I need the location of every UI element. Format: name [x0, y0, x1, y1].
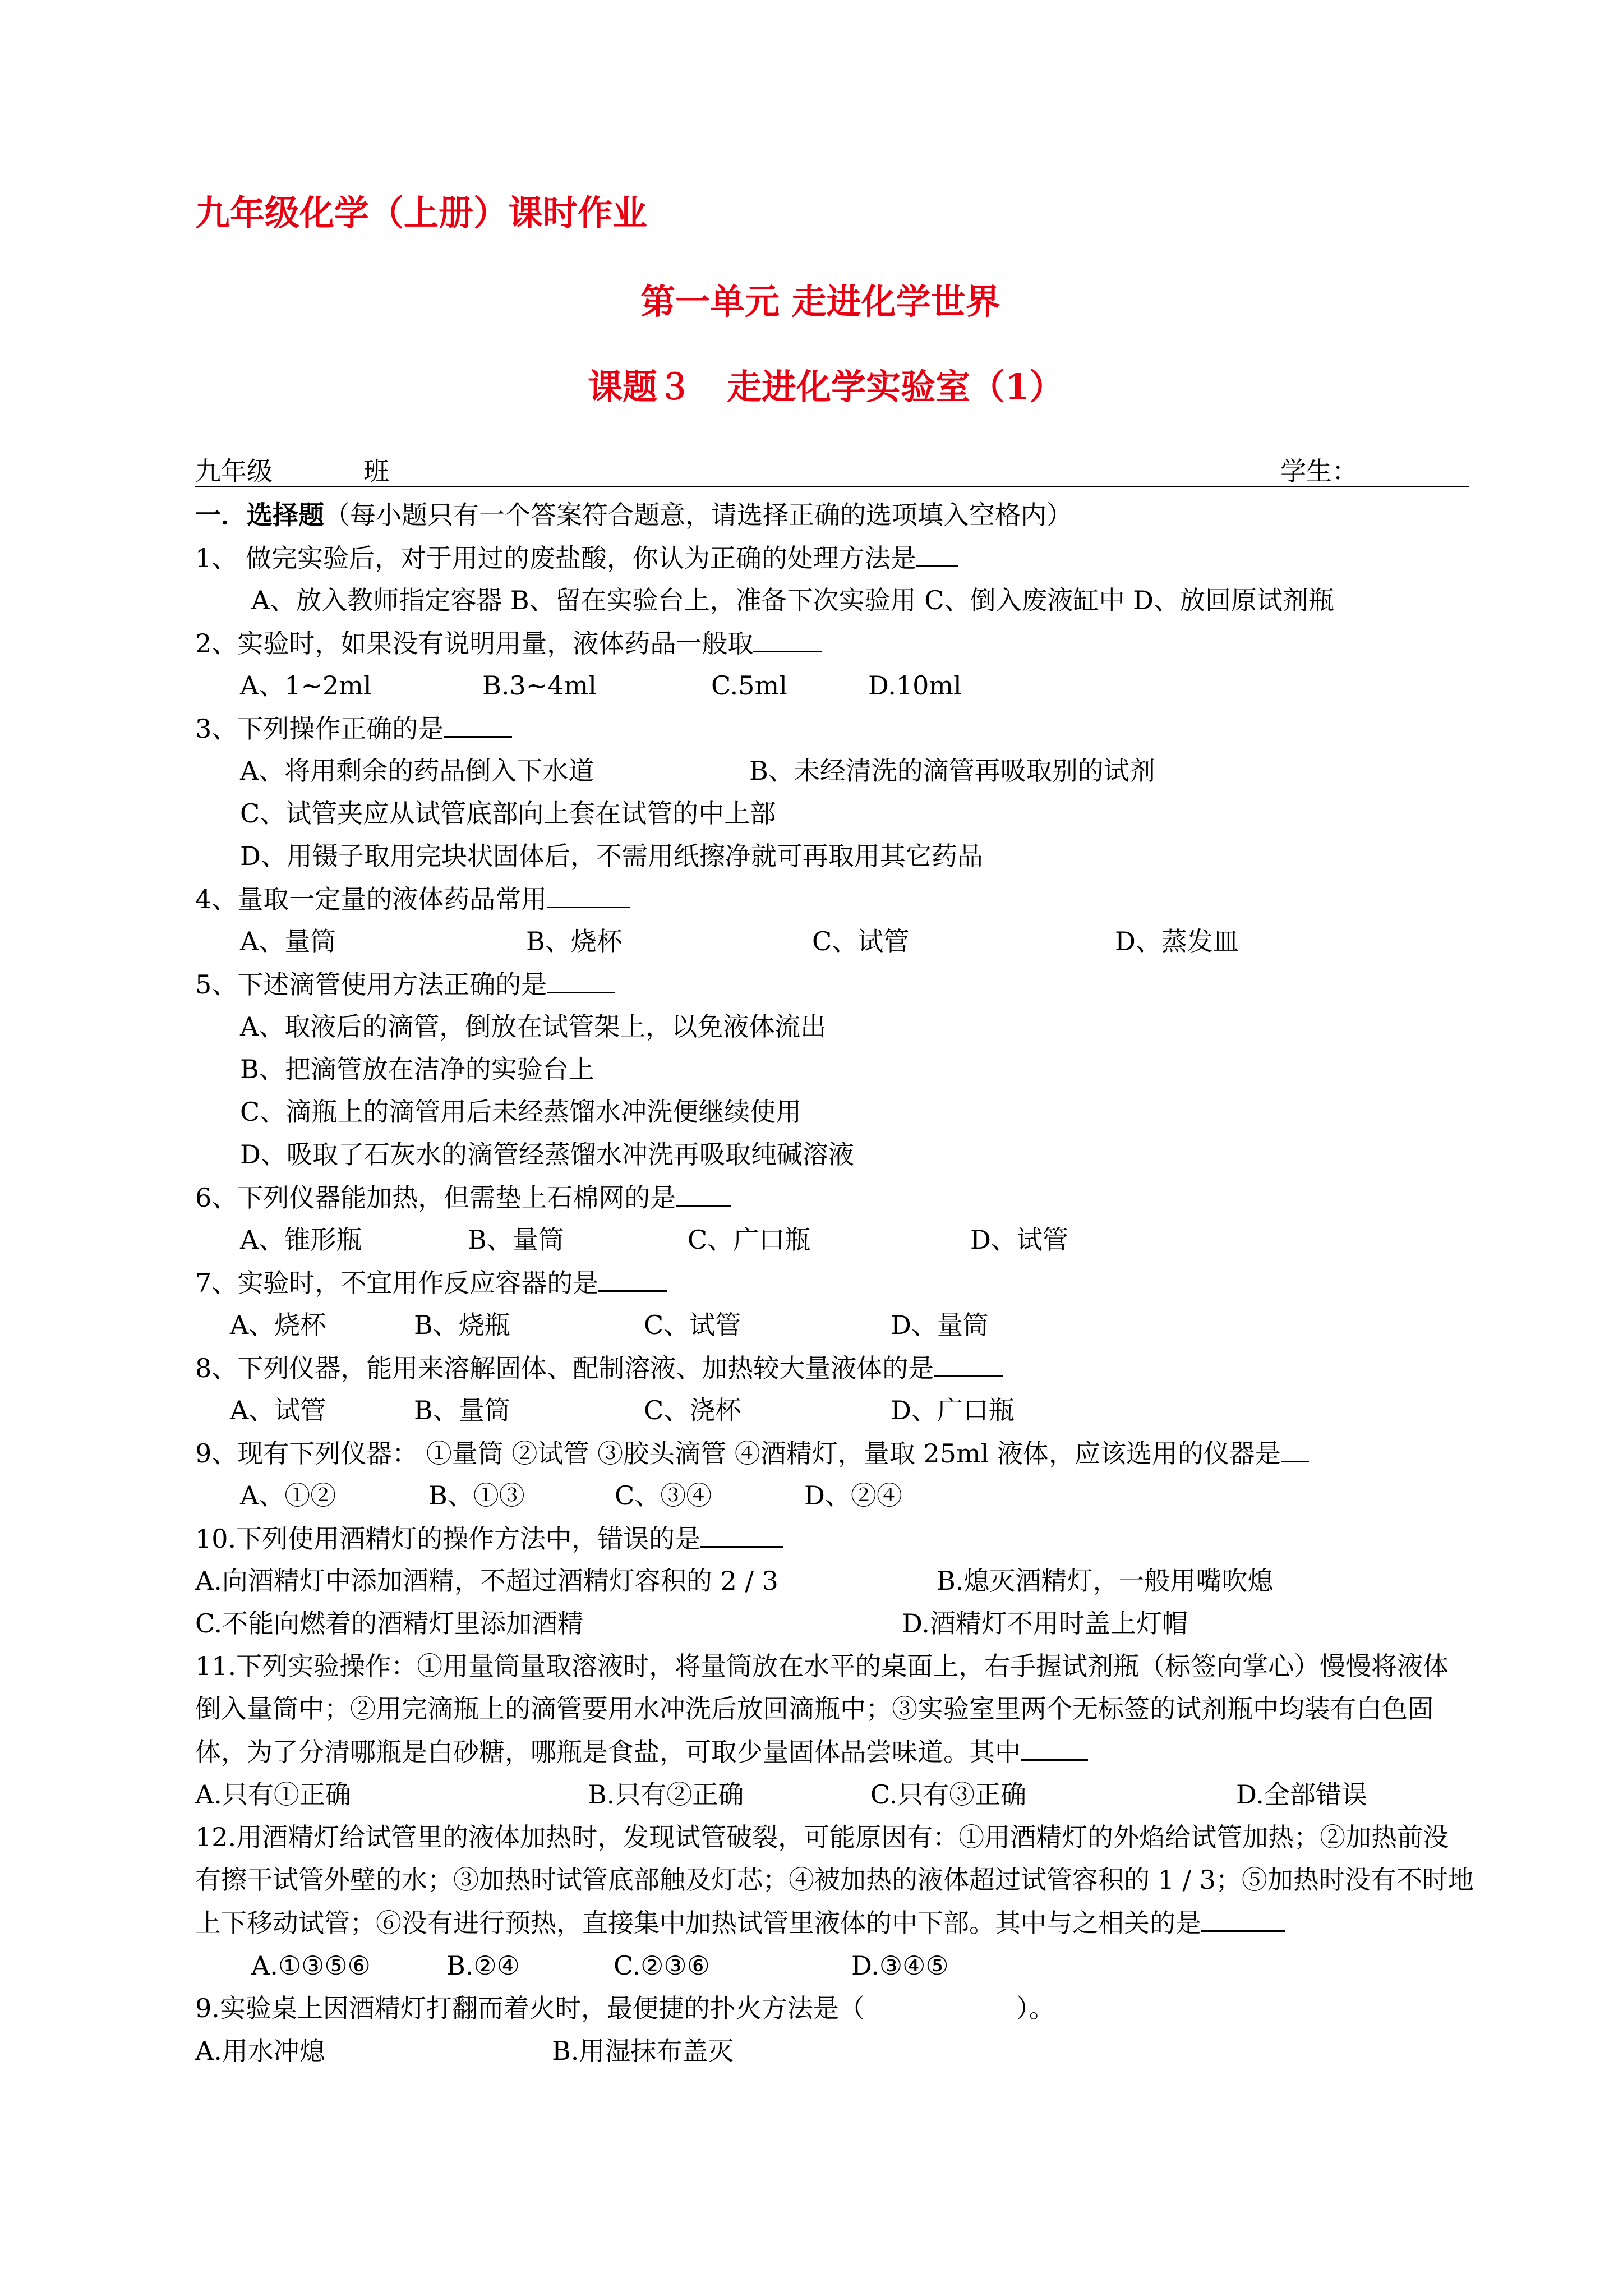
answer-blank[interactable] — [916, 536, 958, 567]
question-9-options — [195, 1474, 1474, 1517]
option-b: B、未经清洗的滴管再吸取别的试剂 — [749, 756, 1155, 786]
option-d: D.10ml — [868, 670, 962, 701]
answer-blank[interactable] — [676, 1176, 731, 1207]
question-stem: 3、下列操作正确的是 — [195, 714, 444, 744]
option-b: B.熄灭酒精灯，一般用嘴吹熄 — [937, 1566, 1274, 1596]
option-c: C.②③⑥ — [614, 1950, 710, 1981]
question-stem: 8、下列仪器，能用来溶解固体、配制溶液、加热较大量液体的是 — [195, 1353, 934, 1383]
option-c: C、浇杯 — [644, 1395, 741, 1425]
option-d: D、吸取了石灰水的滴管经蒸馏水冲洗再吸取纯碱溶液 — [240, 1139, 854, 1170]
question-2-options — [195, 664, 1474, 707]
option-c: C、试管 — [644, 1310, 741, 1340]
option-b: B.②④ — [446, 1950, 520, 1981]
option-a: A.向酒精灯中添加酒精，不超过酒精灯容积的 2 / 3 — [195, 1566, 778, 1596]
question-stem: 9.实验桌上因酒精灯打翻而着火时，最便捷的扑火方法是（ — [195, 1993, 865, 2023]
option-b: B、①③ — [428, 1480, 525, 1511]
option-d: D、用镊子取用完块状固体后，不需用纸擦净就可再取用其它药品 — [240, 841, 983, 871]
question-stem: 11.下列实验操作：①用量筒量取溶液时，将量筒放在水平的桌面上，右手握试剂瓶（标签向掌心）慢慢将液体倒入量筒中；②用完滴瓶上的滴管要用水冲洗后放回滴瓶中；③实验室里两个无标签的试剂瓶中均装有白色固体，为了分清哪瓶是白砂糖，哪瓶是食盐，可取少量固体品尝味道。其中 — [195, 1651, 1449, 1767]
question-13 — [195, 1987, 1474, 2030]
option-d: D、蒸发皿 — [1115, 926, 1239, 956]
option-c: C、广口瓶 — [688, 1225, 811, 1255]
option-a: A、将用剩余的药品倒入下水道 — [240, 756, 594, 786]
question-9 — [195, 1432, 1474, 1474]
option-b: B、烧杯 — [526, 926, 623, 956]
option-b: B.只有②正确 — [588, 1779, 744, 1810]
section-heading-note: （每小题只有一个答案符合题意，请选择正确的选项填入空格内） — [324, 500, 1072, 530]
section-heading — [195, 494, 1474, 536]
question-stem: 4、量取一定量的液体药品常用 — [195, 884, 547, 914]
lesson-title: 课题３ 走进化学实验室（1） — [588, 366, 1064, 407]
question-8-options — [195, 1389, 1474, 1432]
answer-blank[interactable] — [547, 963, 615, 993]
grade-label: 九年级 — [195, 456, 273, 486]
option-b: B、烧瓶 — [414, 1310, 510, 1340]
question-stem: 1、 做完实验后，对于用过的废盐酸，你认为正确的处理方法是 — [195, 543, 916, 573]
question-stem: 7、实验时，不宜用作反应容器的是 — [195, 1268, 599, 1298]
question-stem: 6、下列仪器能加热，但需垫上石棉网的是 — [195, 1182, 676, 1213]
option-d: D、量筒 — [891, 1310, 989, 1340]
option-d: D.酒精灯不用时盖上灯帽 — [902, 1608, 1188, 1639]
class-info-line — [195, 451, 1469, 487]
question-8 — [195, 1346, 1474, 1389]
question-stem: 12.用酒精灯给试管里的液体加热时，发现试管破裂，可能原因有：①用酒精灯的外焰给试管加热；②加热前没有擦干试管外壁的水；③加热时试管底部触及灯芯；④被加热的液体超过试管容积的 1 / 3；⑤加热时没有不时地上下移动试管；⑥没有进行预热，直接集中加热试管里液体的中下部。其中与之相关的是 — [195, 1822, 1474, 1938]
option-a: A、试管 — [230, 1395, 326, 1425]
option-d: D、广口瓶 — [891, 1395, 1015, 1425]
question-3-options-ab — [195, 749, 1474, 792]
question-7-options — [195, 1304, 1474, 1346]
answer-blank[interactable] — [1201, 1901, 1285, 1932]
option-b: B.用湿抹布盖灭 — [552, 2036, 734, 2066]
answer-blank[interactable] — [598, 1261, 667, 1292]
option-a: A、取液后的滴管，倒放在试管架上，以免液体流出 — [240, 1011, 827, 1042]
option-b: B、把滴管放在洁净的实验台上 — [240, 1054, 594, 1084]
option-c: C、试管夹应从试管底部向上套在试管的中上部 — [240, 798, 776, 829]
question-3 — [195, 707, 1474, 749]
option-a: A、锥形瓶 — [240, 1225, 362, 1255]
option-a: A.只有①正确 — [195, 1779, 351, 1810]
page-title: 九年级化学（上册）课时作业 — [195, 192, 648, 233]
question-12 — [195, 1816, 1474, 1944]
option-c: C.只有③正确 — [870, 1779, 1027, 1810]
answer-blank[interactable] — [444, 707, 512, 738]
option-c: C.5ml — [711, 670, 787, 701]
option-a: A、烧杯 — [230, 1310, 326, 1340]
option-a: A、1~2ml — [240, 670, 372, 701]
question-10-options-cd — [195, 1602, 1474, 1645]
option-a: A.用水冲熄 — [195, 2036, 325, 2066]
answer-blank[interactable] — [1021, 1730, 1088, 1761]
option-b: B.3~4ml — [482, 670, 597, 701]
question-6-options — [195, 1218, 1474, 1261]
question-7 — [195, 1261, 1474, 1304]
option-b: B、量筒 — [414, 1395, 510, 1425]
option-a: A、量筒 — [240, 926, 336, 956]
question-10-options-ab — [195, 1559, 1474, 1602]
option-d: D、②④ — [804, 1480, 902, 1511]
section-heading-bold: 一．选择题 — [195, 500, 324, 530]
option-b: B、量筒 — [468, 1225, 564, 1255]
answer-blank[interactable] — [934, 1346, 1003, 1377]
question-4-options — [195, 920, 1474, 963]
question-12-options — [195, 1944, 1474, 1987]
question-stem-end: ）。 — [1016, 1993, 1055, 2023]
option-c: C、③④ — [615, 1480, 712, 1511]
question-stem: 10.下列使用酒精灯的操作方法中，错误的是 — [195, 1524, 701, 1554]
answer-blank[interactable] — [753, 622, 822, 652]
question-stem: 2、实验时，如果没有说明用量，液体药品一般取 — [195, 628, 754, 659]
question-11 — [195, 1645, 1474, 1773]
question-6 — [195, 1176, 1474, 1218]
answer-blank[interactable] — [547, 877, 630, 908]
option-d: D.全部错误 — [1236, 1779, 1367, 1810]
option-c: C、滴瓶上的滴管用后未经蒸馏水冲洗便继续使用 — [240, 1097, 802, 1127]
option-d: D.③④⑤ — [851, 1950, 949, 1981]
option-d: D、试管 — [970, 1225, 1068, 1255]
question-2 — [195, 622, 1474, 664]
question-11-options — [195, 1773, 1474, 1816]
option-c: C.不能向燃着的酒精灯里添加酒精 — [195, 1608, 584, 1639]
unit-title: 第一单元 走进化学世界 — [640, 281, 1000, 322]
question-1-options: A、放入教师指定容器 B、留在实验台上，准备下次实验用 C、倒入废液缸中 D、放回原试剂瓶 — [251, 585, 1334, 615]
question-1 — [195, 536, 1474, 579]
option-a: A.①③⑤⑥ — [251, 1950, 371, 1981]
question-stem: 5、下述滴管使用方法正确的是 — [195, 969, 547, 1000]
answer-blank[interactable] — [1281, 1432, 1309, 1462]
class-label: 班 — [363, 456, 389, 486]
question-13-options — [195, 2030, 1474, 2072]
answer-blank[interactable] — [700, 1517, 783, 1548]
question-5 — [195, 963, 1474, 1005]
question-10 — [195, 1517, 1474, 1559]
student-label: 学生： — [1280, 456, 1358, 486]
question-stem: 9、现有下列仪器： ①量筒 ②试管 ③胶头滴管 ④酒精灯，量取 25ml 液体，应该选用的仪器是 — [195, 1438, 1281, 1469]
question-list — [195, 494, 1474, 2072]
option-a: A、①② — [240, 1480, 336, 1511]
question-4 — [195, 877, 1474, 920]
option-c: C、试管 — [812, 926, 910, 956]
